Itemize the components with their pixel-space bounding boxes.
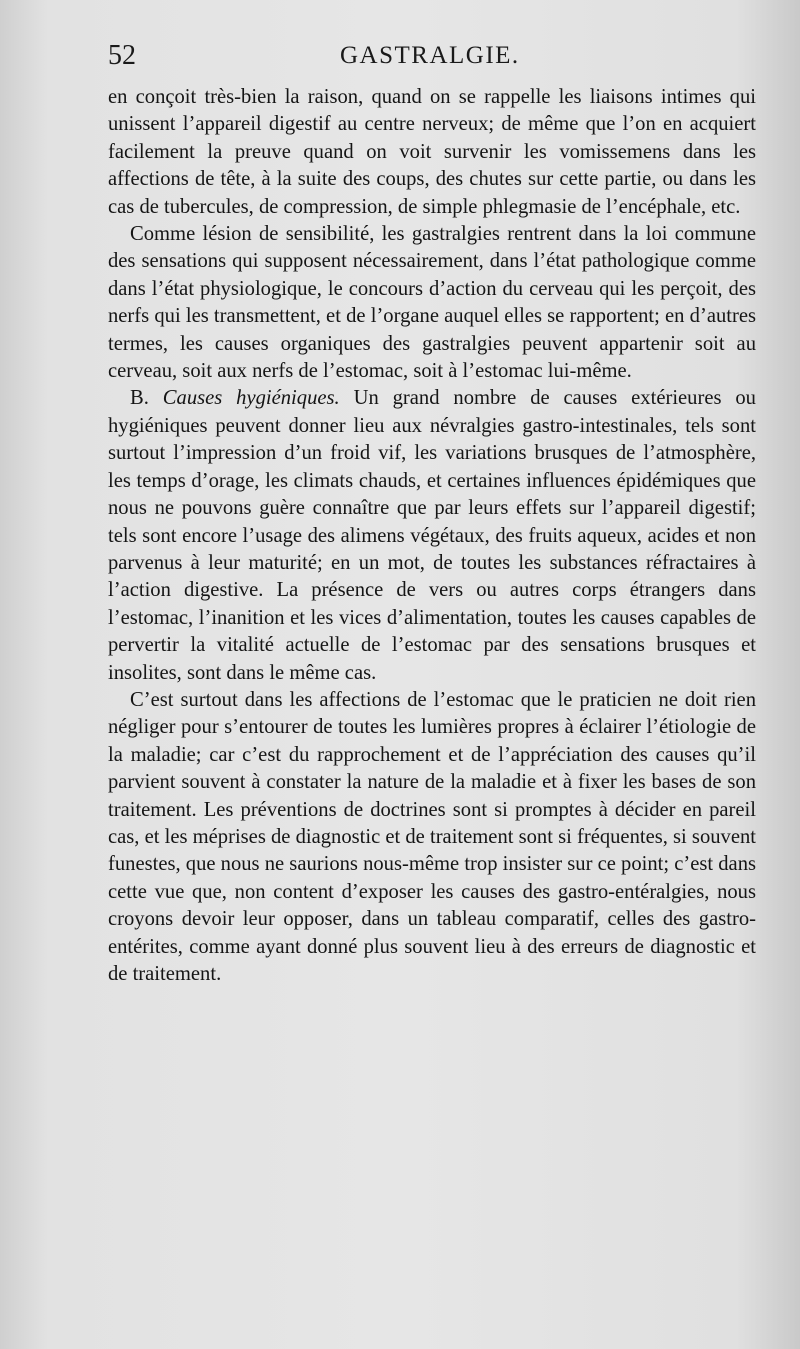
page-header	[108, 40, 758, 80]
paragraph-3	[108, 385, 756, 686]
paragraph-1	[108, 84, 756, 221]
paragraph-1-text: en conçoit très-bien la raison, quand on se rappelle les liaisons intimes qui unissent l’appareil digestif au centre nerveux; de même que l’on en acquiert facilement la preuve quand on voit survenir les vomissemens dans les affections de tête, à la suite des coups, des chutes sur cette partie, ou dans les cas de tubercules, de compression, de simple phlegmasie de l’encéphale, etc.	[108, 86, 756, 218]
section-title: Causes hygiéniques.	[162, 387, 340, 410]
paragraph-4	[108, 687, 756, 988]
paragraph-2-text: Comme lésion de sensibilité, les gastralgies rentrent dans la loi commune des sensations qui supposent nécessairement, dans l’état pathologique comme dans l’état physiologique, le concours d’action du cerveau qui les perçoit, des nerfs qui les transmettent, et de l’organe auquel elles se rapportent; en d’autres termes, les causes organiques des gastralgies peuvent appartenir soit au cerveau, soit aux nerfs de l’estomac, soit à l’estomac lui-même.	[108, 223, 756, 383]
section-label: B.	[130, 387, 149, 410]
running-title: GASTRALGIE.	[340, 42, 520, 69]
page-number: 52	[108, 40, 136, 71]
paragraph-2	[108, 221, 756, 385]
body-text	[108, 84, 756, 988]
paragraph-4-text: C’est surtout dans les affections de l’estomac que le praticien ne doit rien négliger pour s’entourer de toutes les lumières propres à éclairer l’étiologie de la maladie; car c’est du rapprochement et de l’appréciation des causes qu’il parvient souvent à constater la nature de la maladie et à fixer les bases de son traitement. Les préventions de doctrines sont si promptes à décider en pareil cas, et les méprises de diagnostic et de traitement sont si fréquentes, si souvent funestes, que nous ne saurions nous-même trop insister sur ce point; c’est dans cette vue que, non content d’exposer les causes des gastro-entéralgies, nous croyons devoir leur opposer, dans un tableau comparatif, celles des gastro-entérites, comme ayant donné plus souvent lieu à des erreurs de diagnostic et de traitement.	[108, 688, 756, 985]
paragraph-3-text: Un grand nombre de causes extérieures ou hygiéniques peuvent donner lieu aux névralgies gastro-intestinales, tels sont surtout l’impression d’un froid vif, les variations brusques de l’atmosphère, les temps d’orage, les climats chauds, et certaines influences épidémiques que nous ne pouvons guère connaître que par leurs effets sur l’appareil digestif; tels sont encore l’usage des alimens végétaux, des fruits aqueux, acides et non parvenus à leur maturité; en un mot, de toutes les substances réfractaires à l’action digestive. La présence de vers ou autres corps étrangers dans l’estomac, l’inanition et les vices d’alimentation, toutes les causes capables de pervertir la vitalité actuelle de l’estomac par des sensations brusques et insolites, sont dans le même cas.	[108, 387, 756, 684]
